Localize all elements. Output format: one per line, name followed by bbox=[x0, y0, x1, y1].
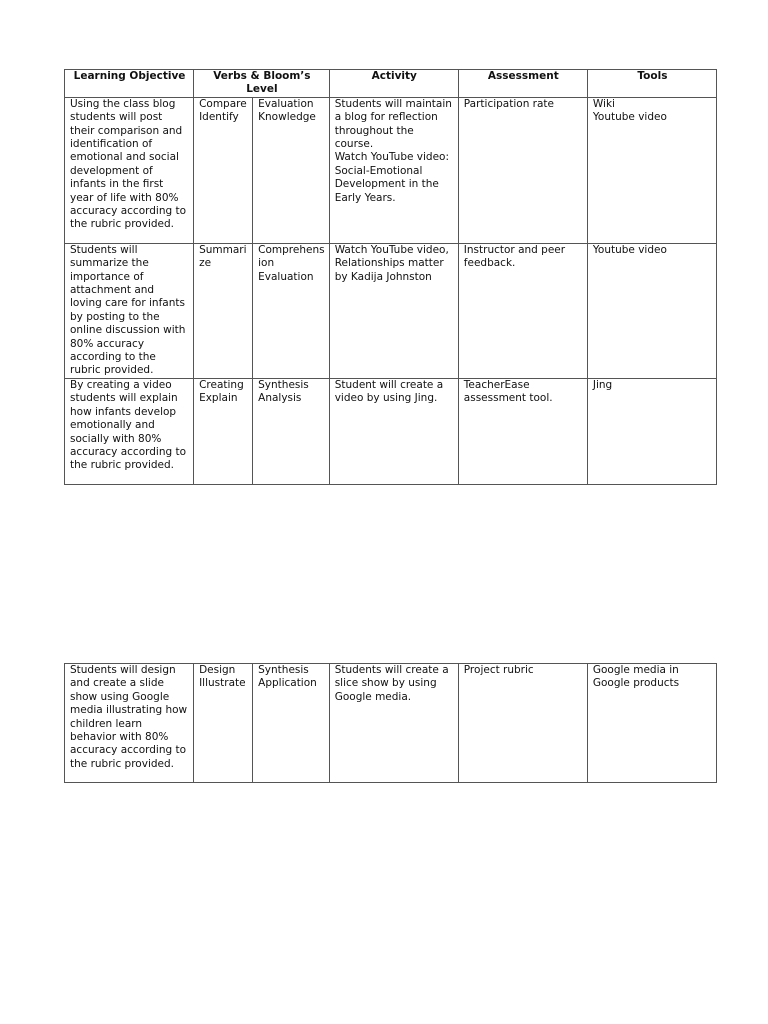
header-verbs-blooms-level: Verbs & Bloom’s Level bbox=[194, 70, 330, 98]
header-learning-objective: Learning Objective bbox=[65, 70, 194, 98]
cell-level: Synthesis Analysis bbox=[253, 378, 330, 484]
table-row bbox=[65, 664, 717, 783]
cell-activity: Student will create a video by using Jing. bbox=[329, 378, 458, 484]
cell-objective: By creating a video students will explain how infants develop emotionally and socially with 80% accuracy according to the rubric provided. bbox=[65, 378, 194, 484]
cell-objective: Using the class blog students will post their comparison and identification of emotional and social development of infants in the first year of life with 80% accuracy according to the rubric provided. bbox=[65, 97, 194, 243]
cell-objective: Students will summarize the importance of attachment and loving care for infants by posting to the online discussion with 80% accuracy according to the rubric provided. bbox=[65, 243, 194, 378]
cell-tools: Wiki Youtube video bbox=[587, 97, 716, 243]
cell-assessment: Participation rate bbox=[458, 97, 587, 243]
cell-assessment: Instructor and peer feedback. bbox=[458, 243, 587, 378]
cell-assessment: Project rubric bbox=[458, 664, 587, 783]
header-activity: Activity bbox=[329, 70, 458, 98]
table-header-row bbox=[65, 70, 717, 98]
lesson-plan-table bbox=[64, 69, 717, 485]
cell-tools: Youtube video bbox=[587, 243, 716, 378]
cell-assessment: TeacherEase assessment tool. bbox=[458, 378, 587, 484]
cell-verbs: Design Illustrate bbox=[194, 664, 253, 783]
cell-level: Comprehension Evaluation bbox=[253, 243, 330, 378]
cell-activity: Watch YouTube video, Relationships matter by Kadija Johnston bbox=[329, 243, 458, 378]
cell-activity: Students will create a slice show by using Google media. bbox=[329, 664, 458, 783]
cell-level: Evaluation Knowledge bbox=[253, 97, 330, 243]
cell-tools: Google media in Google products bbox=[587, 664, 716, 783]
cell-level: Synthesis Application bbox=[253, 664, 330, 783]
cell-tools: Jing bbox=[587, 378, 716, 484]
cell-activity: Students will maintain a blog for reflection throughout the course. Watch YouTube video: Social-Emotional Development in the Early Years. bbox=[329, 97, 458, 243]
cell-verbs: Creating Explain bbox=[194, 378, 253, 484]
table-row bbox=[65, 243, 717, 378]
table-row bbox=[65, 378, 717, 484]
lesson-plan-table-continued bbox=[64, 663, 717, 783]
cell-verbs: Compare Identify bbox=[194, 97, 253, 243]
header-tools: Tools bbox=[587, 70, 716, 98]
cell-verbs: Summarize bbox=[194, 243, 253, 378]
header-assessment: Assessment bbox=[458, 70, 587, 98]
table-row bbox=[65, 97, 717, 243]
cell-objective: Students will design and create a slide show using Google media illustrating how children learn behavior with 80% accuracy according to the rubric provided. bbox=[65, 664, 194, 783]
